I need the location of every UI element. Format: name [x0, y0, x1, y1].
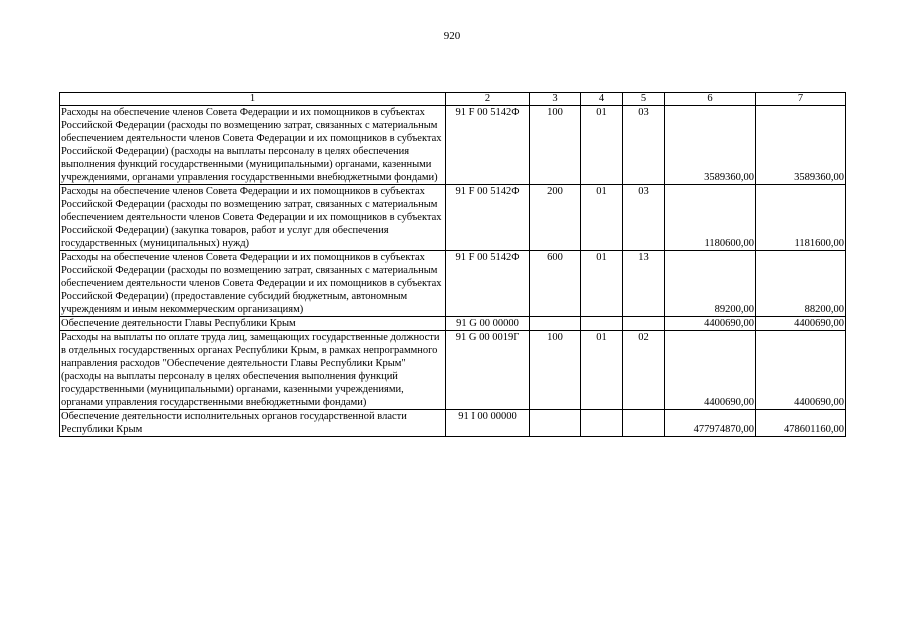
table-row: [60, 331, 846, 410]
section-code: [581, 317, 623, 331]
section-code: 01: [581, 106, 623, 185]
expense-type-code: 600: [530, 251, 581, 317]
amount-year-2: 4400690,00: [756, 317, 846, 331]
expense-type-code: [530, 410, 581, 437]
amount-year-1: 89200,00: [665, 251, 756, 317]
target-article-code: 91 I 00 00000: [446, 410, 530, 437]
amount-year-2: 1181600,00: [756, 185, 846, 251]
section-code: [581, 410, 623, 437]
row-description: Расходы на обеспечение членов Совета Федерации и их помощников в субъектах Российской Федерации (расходы по возмещению затрат, связанных с материальным обеспечением деятельности членов Совета Федерации и их помощников в субъектах Российской Федерации) (предоставление субсидий бюджетным, автономным учреждениям и иным некоммерческим организациям): [60, 251, 446, 317]
table-row: [60, 185, 846, 251]
subsection-code: 03: [623, 185, 665, 251]
table-row: [60, 410, 846, 437]
expense-type-code: 100: [530, 106, 581, 185]
table-row: [60, 106, 846, 185]
row-description: Расходы на выплаты по оплате труда лиц, замещающих государственные должности в отдельных государственных органах Республики Крым, в рамках непрограммного направления расходов "Обеспечение деятельности Главы Республики Крым" (расходы на выплаты персоналу в целях обеспечения выполнения функций государственными (муниципальными) органами, казенными учреждениями, органами управления государственными внебюджетными фондами): [60, 331, 446, 410]
column-number-header-row: [60, 93, 846, 106]
column-header: 1: [60, 93, 446, 106]
amount-year-2: 3589360,00: [756, 106, 846, 185]
amount-year-1: 1180600,00: [665, 185, 756, 251]
section-code: 01: [581, 331, 623, 410]
expense-type-code: 100: [530, 331, 581, 410]
subsection-code: 03: [623, 106, 665, 185]
amount-year-2: 4400690,00: [756, 331, 846, 410]
page-number: 920: [443, 30, 461, 42]
amount-year-1: 3589360,00: [665, 106, 756, 185]
target-article-code: 91 F 00 5142Ф: [446, 185, 530, 251]
subsection-code: 13: [623, 251, 665, 317]
target-article-code: 91 F 00 5142Ф: [446, 106, 530, 185]
target-article-code: 91 F 00 5142Ф: [446, 251, 530, 317]
table-row: [60, 317, 846, 331]
column-header: 2: [446, 93, 530, 106]
row-description: Обеспечение деятельности Главы Республики Крым: [60, 317, 446, 331]
column-header: 4: [581, 93, 623, 106]
target-article-code: 91 G 00 0019Г: [446, 331, 530, 410]
row-description: Обеспечение деятельности исполнительных органов государственной власти Республики Крым: [60, 410, 446, 437]
subsection-code: [623, 410, 665, 437]
section-code: 01: [581, 185, 623, 251]
expense-type-code: [530, 317, 581, 331]
expense-type-code: 200: [530, 185, 581, 251]
subsection-code: 02: [623, 331, 665, 410]
budget-table: [59, 92, 846, 437]
amount-year-1: 4400690,00: [665, 331, 756, 410]
amount-year-1: 477974870,00: [665, 410, 756, 437]
column-header: 3: [530, 93, 581, 106]
column-header: 6: [665, 93, 756, 106]
column-header: 5: [623, 93, 665, 106]
amount-year-2: 88200,00: [756, 251, 846, 317]
table-row: [60, 251, 846, 317]
row-description: Расходы на обеспечение членов Совета Федерации и их помощников в субъектах Российской Федерации (расходы по возмещению затрат, связанных с материальным обеспечением деятельности членов Совета Федерации и их помощников в субъектах Российской Федерации) (расходы на выплаты персоналу в целях обеспечения выполнения функций государственными (муниципальными) органами, казенными учреждениями, органами управления государственными внебюджетными фондами): [60, 106, 446, 185]
column-header: 7: [756, 93, 846, 106]
target-article-code: 91 G 00 00000: [446, 317, 530, 331]
section-code: 01: [581, 251, 623, 317]
amount-year-1: 4400690,00: [665, 317, 756, 331]
amount-year-2: 478601160,00: [756, 410, 846, 437]
subsection-code: [623, 317, 665, 331]
row-description: Расходы на обеспечение членов Совета Федерации и их помощников в субъектах Российской Федерации (расходы по возмещению затрат, связанных с материальным обеспечением деятельности членов Совета Федерации и их помощников в субъектах Российской Федерации) (закупка товаров, работ и услуг для обеспечения государственных (муниципальных) нужд): [60, 185, 446, 251]
